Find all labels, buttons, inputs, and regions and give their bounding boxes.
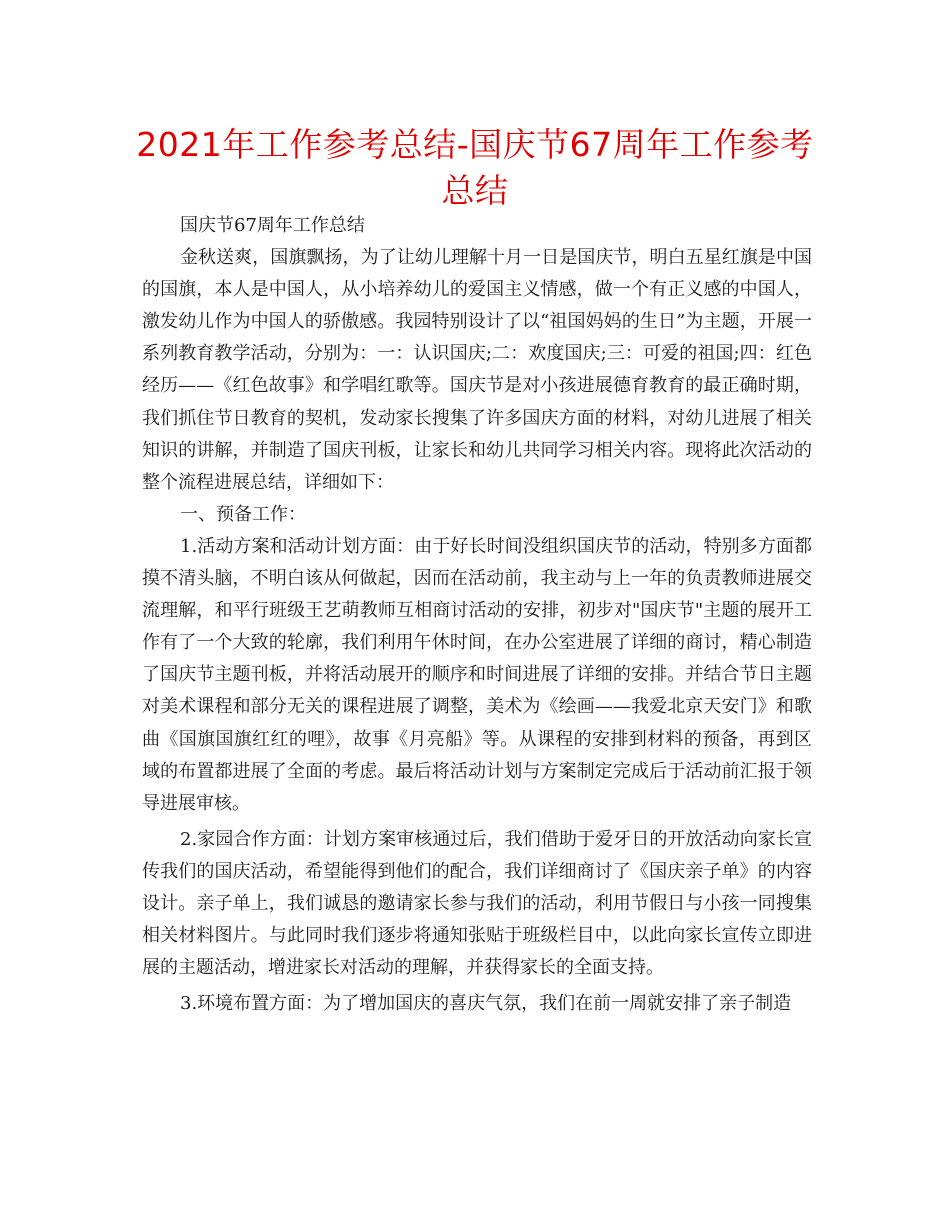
document-body [142,210,812,1020]
body-paragraph: 3.环境布置方面：为了增加国庆的喜庆气氛，我们在前一周就安排了亲子制造 [180,993,792,1015]
body-paragraph: 1.活动方案和活动计划方面：由于好长时间没组织国庆节的活动，特别多方面都摸不清头脑，不明白该从何做起，因而在活动前，我主动与上一年的负责教师进展交流理解，和平行班级王艺萌教师互相商讨活动的安排，初步对"国庆节"主题的展开工作有了一个大致的轮廓，我们利用午休时间，在办公室进展了详细的商讨，精心制造了国庆节主题刊板，并将活动展开的顺序和时间进展了详细的安排。并结合节日主题对美术课程和部分无关的课程进展了调整，美术为《绘画——我爱北京天安门》和歌曲《国旗国旗红红的哩》，故事《月亮船》等。从课程的安排到材料的预备，再到区域的布置都进展了全面的考虑。最后将活动计划与方案制定完成后于活动前汇报于领导进展审核。 [142,535,812,814]
title-line-2: 总结 [441,171,509,210]
body-paragraph: 2.家园合作方面：计划方案审核通过后，我们借助于爱牙日的开放活动向家长宣传我们的国庆活动，希望能得到他们的配合，我们详细商讨了《国庆亲子单》的内容设计。亲子单上，我们诚恳的邀请家长参与我们的活动，利用节假日与小孩一同搜集相关材料图片。与此同时我们逐步将通知张贴于班级栏目中，以此向家长宣传立即进展的主题活动，增进家长对活动的理解，并获得家长的全面支持。 [142,828,812,979]
subtitle-paragraph: 国庆节67周年工作总结 [180,215,365,236]
intro-paragraph: 金秋送爽，国旗飘扬，为了让幼儿理解十月一日是国庆节，明白五星红旗是中国的国旗，本人是中国人，从小培养幼儿的爱国主义情感，做一个有正义感的中国人，激发幼儿作为中国人的骄傲感。我园特别设计了以“祖国妈妈的生日”为主题，开展一系列教育教学活动，分别为：一：认识国庆;二：欢度国庆;三：可爱的祖国;四：红色经历——《红色故事》和学唱红歌等。国庆节是对小孩进展德育教育的最正确时期，我们抓住节日教育的契机，发动家长搜集了许多国庆方面的材料，对幼儿进展了相关知识的讲解，并制造了国庆刊板，让家长和幼儿共同学习相关内容。现将此次活动的整个流程进展总结，详细如下： [142,247,812,493]
title-line-1: 2021年工作参考总结-国庆节67周年工作参考 [136,125,814,164]
document-title [130,122,820,214]
section-heading: 一、预备工作： [180,503,306,525]
